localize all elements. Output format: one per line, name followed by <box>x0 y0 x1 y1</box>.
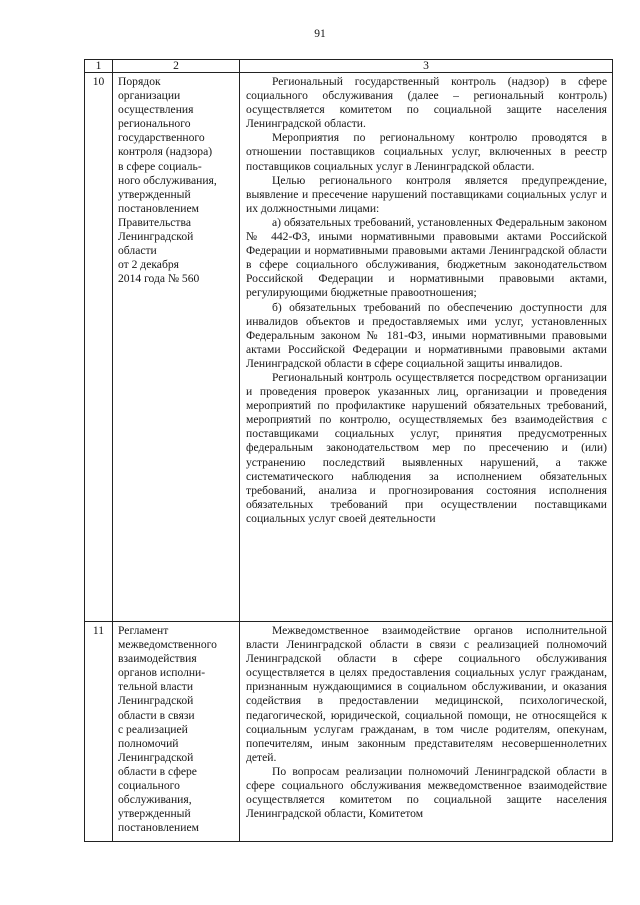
title-line: Ленинградской <box>118 230 194 244</box>
title-line: межведомственного <box>118 638 217 652</box>
page-number: 91 <box>314 28 326 40</box>
title-line: взаимодействия <box>118 652 197 666</box>
title-line: области в связи <box>118 708 195 722</box>
title-line: от 2 декабря <box>118 258 179 272</box>
title-line: постановлением <box>118 821 199 835</box>
title-line: полномочий <box>118 736 179 750</box>
title-line: обслуживания, <box>118 793 192 807</box>
title-line: ного обслуживания, <box>118 173 217 187</box>
list-item-b: б) обязательных требований по обеспечению доступности для инвалидов объектов и предоставляемых ими услуг, установленных Федеральным законом № 181-ФЗ, иными нормативными правовыми актами Российской Федерации и нормативными правовыми актами Ленинградской области в сфере социальной защиты инвалидов. <box>246 300 607 370</box>
title-line: регионального <box>118 117 191 131</box>
title-line: организации <box>118 89 181 103</box>
title-line: контроля (надзора) <box>118 145 213 159</box>
description-cell <box>240 622 613 842</box>
title-line: тельной власти <box>118 680 194 694</box>
title-line: области в сфере <box>118 764 197 778</box>
column-header: 1 <box>85 60 113 73</box>
title-line: социального <box>118 779 180 793</box>
title-line: с реализацией <box>118 722 188 736</box>
title-line: органов исполни- <box>118 666 206 680</box>
paragraph: По вопросам реализации полномочий Ленинградской области в сфере социального обслуживания межведомственное взаимодействие осуществляется комитетом по социальной защите населения Ленинградской области, Комитетом <box>246 764 607 821</box>
title-line: Регламент <box>118 624 169 637</box>
title-line: Ленинградской <box>118 694 194 708</box>
description-cell <box>240 73 613 622</box>
row-number: 10 <box>85 73 113 622</box>
title-line: 2014 года № 560 <box>118 272 200 286</box>
title-line: Порядок <box>118 75 161 88</box>
column-header: 3 <box>240 60 613 73</box>
document-title-cell <box>113 622 240 842</box>
paragraph: Мероприятия по региональному контролю проводятся в отношении поставщиков социальных услуг, включенных в реестр поставщиков социальных услуг в Ленинградской области. <box>246 131 607 173</box>
row-number: 11 <box>85 622 113 842</box>
paragraph: Региональный государственный контроль (надзор) в сфере социального обслуживания (далее – региональный контроль) осуществляется комитетом по социальной защите населения Ленинградской области. <box>246 75 607 131</box>
title-line: осуществления <box>118 103 194 117</box>
title-line: утвержденный <box>118 187 191 201</box>
table-row <box>85 73 613 622</box>
table-header-row <box>85 60 613 73</box>
table-row <box>85 622 613 842</box>
title-line: в сфере социаль- <box>118 159 202 173</box>
title-line: Ленинградской <box>118 750 194 764</box>
paragraph: Целью регионального контроля является предупреждение, выявление и пресечение нарушений поставщиками социальных услуг и их должностными лицами: <box>246 173 607 215</box>
title-line: утвержденный <box>118 807 191 821</box>
title-line: постановлением <box>118 201 199 215</box>
regulations-table <box>84 59 613 842</box>
list-item-a: а) обязательных требований, установленных Федеральным законом № 442-ФЗ, иными нормативными правовыми актами Российской Федерации и нормативными правовыми актами Ленинградской области в сфере социального обслуживания, бюджетным законодательством Российской Федерации и нормативными правовыми актами, регулирующими бюджетные правоотношения; <box>246 215 607 300</box>
paragraph: Межведомственное взаимодействие органов исполнительной власти Ленинградской области в связи с реализацией полномочий Ленинградской области в сфере социального обслуживания осуществляется в целях предоставления социальных услуг гражданам, признанным нуждающимися в социальном обслуживании, и оказания содействия в предоставлении медицинской, психологической, педагогической, юридической, социальной помощи, не относящейся к социальным услугам гражданам, в том числе родителям, опекунам, попечителям, иным законным представителям несовершеннолетних детей. <box>246 624 607 764</box>
document-title-cell <box>113 73 240 622</box>
paragraph: Региональный контроль осуществляется посредством организации и проведения проверок указанных лиц, организации и проведения мероприятий по профилактике нарушений обязательных требований, мероприятий по контролю, осуществляемых без взаимодействия с поставщиками социальных услуг, принятия предусмотренных федеральным законодательством мер по пресечению и (или) устранению последствий выявленных нарушений, а также систематического наблюдения за исполнением обязательных требований, анализа и прогнозирования состояния исполнения обязательных требований при осуществлении поставщиками социальных услуг своей деятельности <box>246 370 607 525</box>
column-header: 2 <box>113 60 240 73</box>
title-line: государственного <box>118 131 205 145</box>
title-line: области <box>118 244 157 258</box>
title-line: Правительства <box>118 215 191 229</box>
